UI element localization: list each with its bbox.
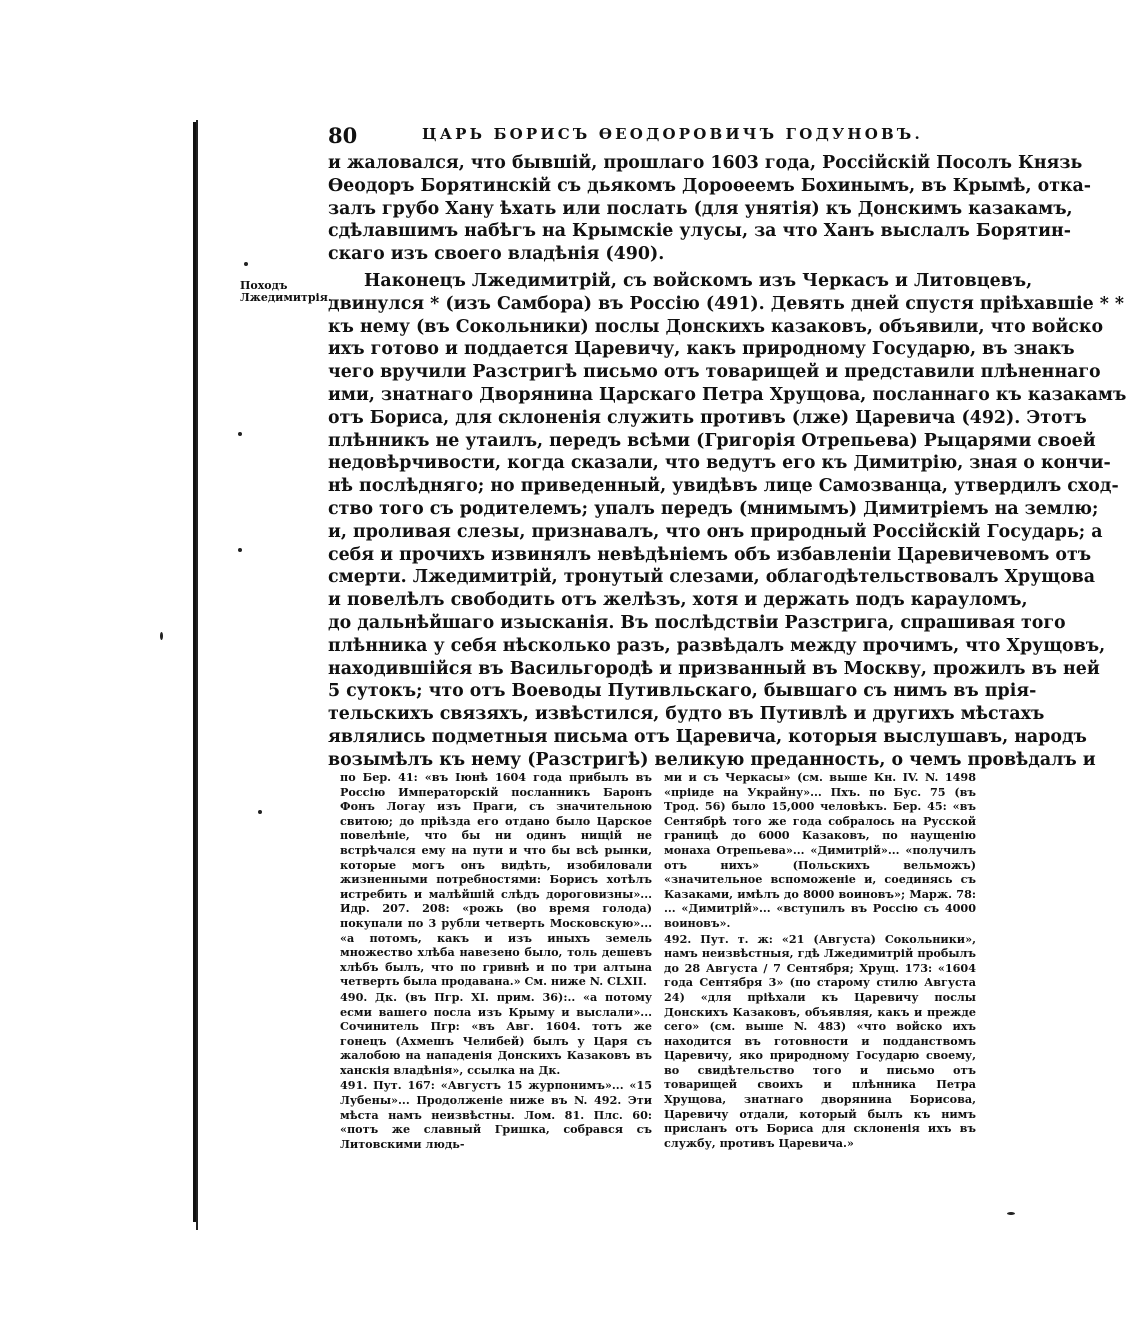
text-line: возымѣлъ къ нему (Разстригѣ) великую преданность, о чемъ провѣдалъ и xyxy=(328,749,1096,770)
footnote-text: Дк. (въ Пгр. XI. прим. 36):.. «а потому есми вашего посла изъ Крыму и выслали»... Сочинитель Пгр: «въ Авг. 1604. тотъ же гонецъ (Ахмешъ Челибей) былъ у Царя съ жалобою на нападенія Донскихъ Казаковъ въ ханскія владѣнія», ссылка на Дк. xyxy=(340,989,652,1077)
text-line: Ѳеодоръ Борятинскій съ дьякомъ Дороѳеемъ Бохинымъ, въ Крымѣ, отка- xyxy=(328,175,1092,196)
text-line: плѣнника у себя нѣсколько разъ, развѣдалъ между прочимъ, что Хрущовъ, xyxy=(328,635,1106,656)
text-line: отъ Бориса, для склоненія служить противъ (лже) Царевича (492). Этотъ xyxy=(328,407,1087,428)
text-line: Наконецъ Лжедимитрій, съ войскомъ изъ Черкасъ и Литовцевъ, xyxy=(364,270,1033,291)
speck-mark xyxy=(238,432,242,436)
text-line: до дальнѣйшаго изысканія. Въ послѣдствіи Разстрига, спрашивая того xyxy=(328,612,1066,633)
footnote-491 xyxy=(340,1078,652,1151)
speck-mark xyxy=(160,632,163,640)
speck-mark xyxy=(1007,1212,1015,1215)
text-line: ихъ готово и поддается Царевичу, какъ природному Государю, въ знакъ xyxy=(328,339,1075,360)
text-line: нѣ послѣдняго; но приведенный, увидѣвъ лице Самозванца, утвердилъ сход- xyxy=(328,476,1119,497)
speck-mark xyxy=(244,262,248,266)
speck-mark xyxy=(258,810,262,814)
footnote xyxy=(340,770,652,989)
text-line: залъ грубо Хану ѣхать или послать (для унятія) къ Донскимъ казакамъ, xyxy=(328,198,1073,219)
footnote xyxy=(664,770,976,931)
footnote-text: по Бер. 41: «въ Іюнѣ 1604 года прибылъ въ Россію Императорскій посланникъ Баронъ Фонъ Логау изъ Праги, съ значительною свитою; до прiѣзда его отдано было Царское повелѣніе, что бы ни одинъ нищій не встрѣчался ему на пути и что бы всѣ рынки, которые могъ онъ видѣть, изобиловали жизненными потребностями: Борисъ хотѣлъ истребить и малѣйшій слѣдъ дороговизны»... Идр. 207. 208: «рожь (во время голода) покупали по 3 рубли четверть Московскую»... «а потомъ, какъ и изъ иныхъ земель множество хлѣба навезено было, толь дешевъ хлѣбъ былъ, что по гривнѣ и по три алтына четверть была продавана.» См. ниже N. CLXII. xyxy=(340,770,652,989)
main-text xyxy=(328,152,1127,772)
text-line: ими, знатнаго Дворянина Царскаго Петра Хрущова, посланнаго къ казакамъ xyxy=(328,384,1127,405)
text-line: къ нему (въ Сокольники) послы Донскихъ казаковъ, объявили, что войско xyxy=(328,316,1104,337)
text-line: сдѣлавшимъ набѣгъ на Крымскіе улусы, за что Ханъ выслалъ Борятин- xyxy=(328,221,1071,242)
text-line: смерти. Лжедимитрій, тронутый слезами, облагодѣтельствовалъ Хрущова xyxy=(328,567,1096,588)
footnote-text: ми и съ Черкасы» (см. выше Кн. IV. N. 1498 «пріиде на Украйну»... Пхъ. по Бус. 75 (въ Трод. 56) было 15,000 человѣкъ. Бер. 45: «въ Сентябрѣ того же года собралось на Русской границѣ до 6000 Казаковъ, по наущенію монаха Отрепьева»... «Димитрій»... «получилъ отъ нихъ» (Польскихъ вельможъ) «значительное вспоможеніе и, соединясь съ Казаками, имѣлъ до 8000 воиновъ»; Марж. 78: ... «Димитрій»... «вступилъ въ Россію съ 4000 воиновъ». xyxy=(664,770,976,930)
footnote-number: 492. xyxy=(664,931,692,946)
text-line: и жаловался, что бывшій, прошлаго 1603 года, Россійскій Посолъ Князь xyxy=(328,153,1083,173)
footnotes-right-column xyxy=(664,770,976,1151)
text-line: находившійся въ Васильгородѣ и призванный въ Москву, прожилъ въ ней xyxy=(328,658,1100,679)
text-line: чего вручили Разстригѣ письмо отъ товарищей и представили плѣненнаго xyxy=(328,362,1101,383)
text-line: и, проливая слезы, признавалъ, что онъ природный Россійскій Государь; а xyxy=(328,521,1103,542)
text-line: недовѣрчивости, когда сказали, что ведутъ его къ Димитрію, зная о кончи- xyxy=(328,453,1111,474)
page-number: 80 xyxy=(328,123,358,148)
text-line: тельскихъ связяхъ, извѣстился, будто въ Путивлѣ и другихъ мѣстахъ xyxy=(328,704,1045,725)
text-line: плѣнникъ не утаилъ, передъ всѣми (Григорія Отрепьева) Рыцарями своей xyxy=(328,430,1096,451)
footnote-490 xyxy=(340,990,652,1078)
footnote-492 xyxy=(664,932,976,1151)
text-line: скаго изъ своего владѣнія (490). xyxy=(328,244,665,265)
text-line: 5 сутокъ; что отъ Воеводы Путивльскаго, бывшаго съ нимъ въ прія- xyxy=(328,681,1037,702)
text-line: и повелѣлъ свободить отъ желѣзъ, хотя и держать подъ карауломъ, xyxy=(328,590,1028,611)
footnote-text: Пут. 167: «Августъ 15 журпонимъ»... «15 Лубены»... Продолженіе ниже въ N. 492. Эти мѣста намъ неизвѣстны. Лом. 81. Плс. 60: «потъ же славный Гришка, собрався съ Литовскими людь- xyxy=(340,1078,652,1151)
speck-mark xyxy=(238,548,242,552)
text-line: двинулся * (изъ Самбора) въ Россію (491). Девять дней спустя пріѣхавшіе * * xyxy=(328,293,1125,314)
binding-edge-shadow xyxy=(196,120,198,1230)
margin-note: Походъ Лжедимитрія. xyxy=(240,279,332,304)
footnote-number: 491. xyxy=(340,1078,368,1093)
text-line: являлись подметныя письма отъ Царевича, которыя выслушавъ, народъ xyxy=(328,726,1087,747)
footnotes-left-column xyxy=(340,770,652,1152)
footnote-text: Пут. т. ж: «21 (Августа) Сокольники», намъ неизвѣстныя, гдѣ Лжедимитрій пробылъ до 28 Августа / 7 Сентября; Хрущ. 173: «1604 года Сентября 3» (по старому стилю Августа 24) «для пріѣхали къ Царевичу послы Донскихъ Казаковъ, объявляя, какъ и прежде сего» (см. выше N. 483) «что войско ихъ находится въ готовности и подданствомъ Царевичу, яко природному Государю своему, во свидѣтельство того и письмо отъ товарищей своихъ и плѣнника Петра Хрущова, знатнаго дворянина Борисова, Царевичу отдали, который былъ къ нимъ присланъ отъ Бориса для склоненія ихъ въ службу, противъ Царевича.» xyxy=(664,931,976,1150)
running-title: ЦАРЬ БОРИСЪ ѲЕОДОРОВИЧЪ ГОДУНОВЪ. xyxy=(422,125,923,143)
paragraph-2 xyxy=(328,270,1127,772)
footnote-number: 490. xyxy=(340,989,368,1004)
text-line: ство того съ родителемъ; упалъ передъ (мнимымъ) Димитріемъ на землю; xyxy=(328,498,1099,519)
paragraph-1 xyxy=(328,152,1092,266)
text-line: себя и прочихъ извинялъ невѣдѣніемъ объ избавленіи Царевичевомъ отъ xyxy=(328,544,1092,565)
